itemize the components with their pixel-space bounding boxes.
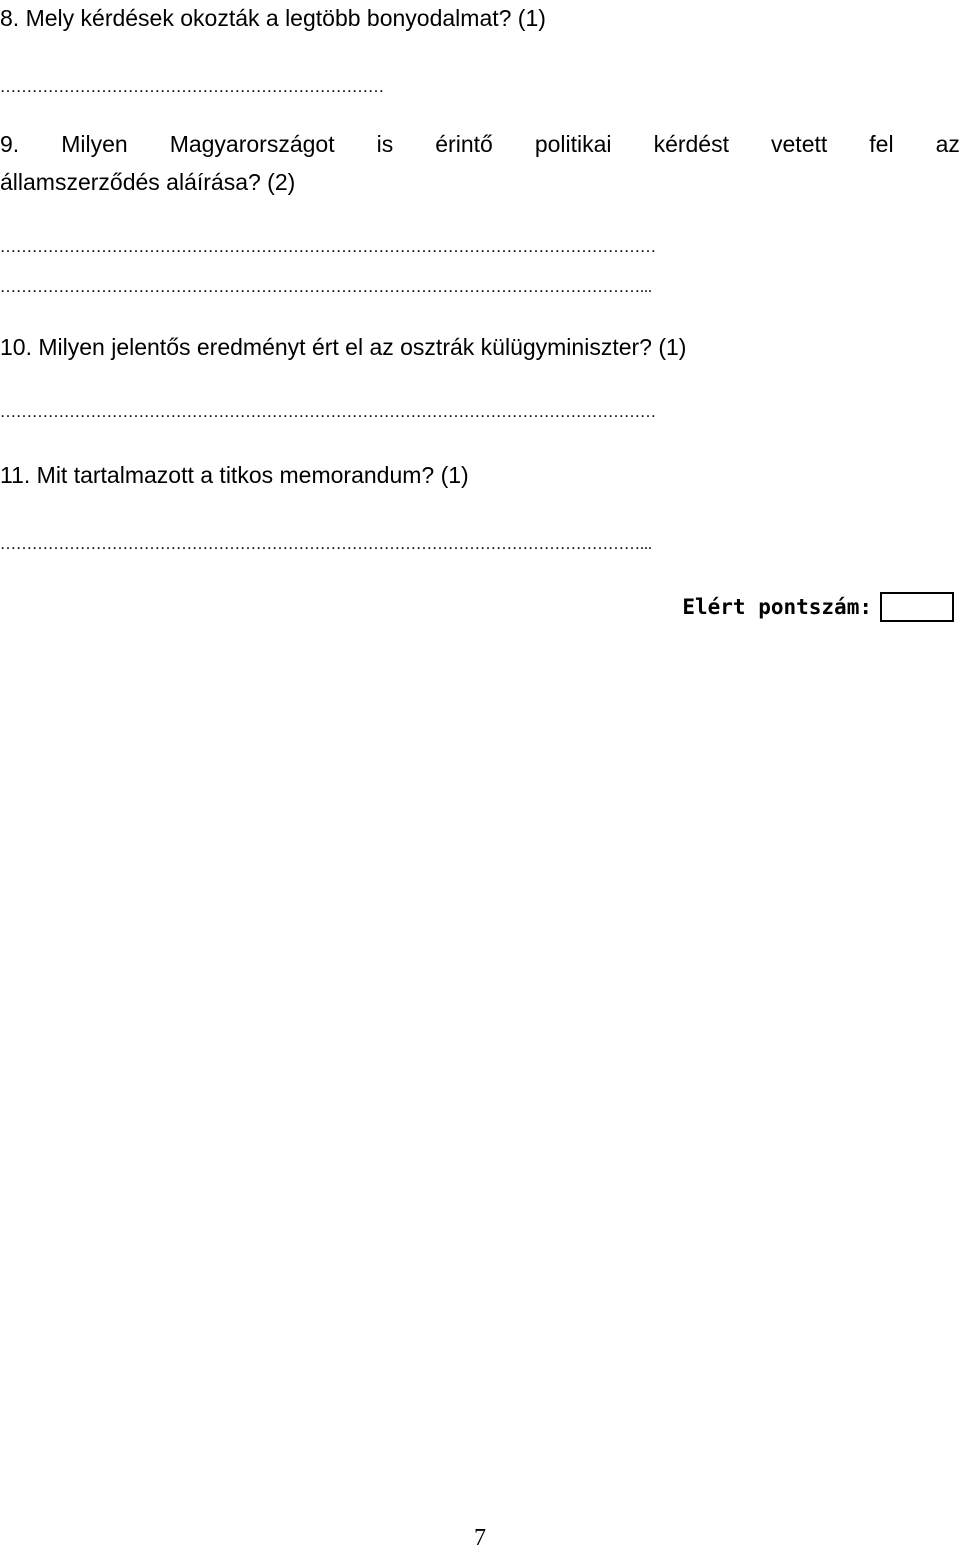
question-9-word: vetett xyxy=(771,131,828,157)
score-section xyxy=(682,592,954,622)
question-9-answer-line-1[interactable]: …………………………………………………………………………………………………………… xyxy=(0,239,656,256)
score-label: Elért pontszám: xyxy=(682,595,872,619)
question-9-word: 9. xyxy=(0,131,20,157)
question-9-word: fel xyxy=(869,131,894,157)
question-9-word: kérdést xyxy=(653,131,729,157)
question-11-text: 11. Mit tartalmazott a titkos memorandum? (1) xyxy=(0,462,469,488)
question-10-answer-line[interactable]: …………………………………………………………………………………………………………… xyxy=(0,404,656,421)
question-9-word: politikai xyxy=(534,131,612,157)
question-9-word: Magyarországot xyxy=(169,131,335,157)
question-9-word: Milyen xyxy=(61,131,128,157)
question-9-text-line-2: államszerződés aláírása? (2) xyxy=(0,169,296,195)
question-10-text: 10. Milyen jelentős eredményt ért el az osztrák külügyminiszter? (1) xyxy=(0,334,687,360)
question-9-text-line-1 xyxy=(0,130,960,158)
question-11-answer-line[interactable]: …………………………………………………………………………………………………………... xyxy=(0,536,652,553)
page-number: 7 xyxy=(474,1525,486,1551)
score-input-box[interactable] xyxy=(880,592,954,622)
question-9-word: az xyxy=(935,131,960,157)
question-9-answer-line-2[interactable]: …………………………………………………………………………………………………………... xyxy=(0,279,652,296)
question-9-word: is xyxy=(376,131,394,157)
question-9-word: érintő xyxy=(435,131,493,157)
question-8-answer-line[interactable]: ……………………………………………………………… xyxy=(0,79,384,96)
question-8-text: 8. Mely kérdések okozták a legtöbb bonyodalmat? (1) xyxy=(0,5,546,31)
